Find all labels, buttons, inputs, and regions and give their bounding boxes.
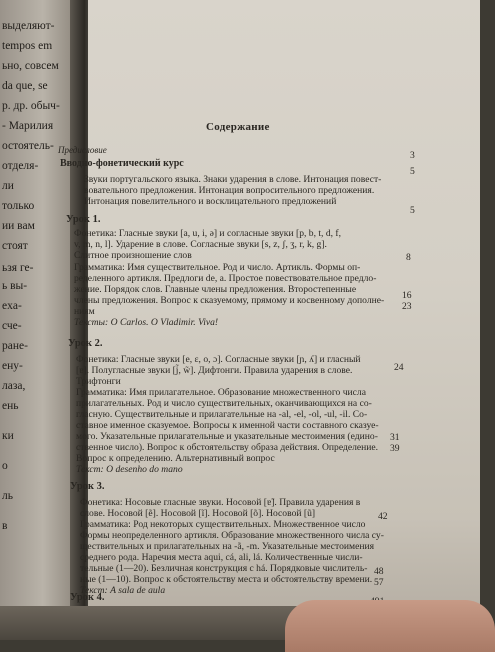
left-page-fragment: - Марилия	[2, 120, 54, 132]
lesson-line: тельные (1—20). Безличная конструкция с há. Порядковые числитель-	[80, 563, 368, 574]
left-page-fragment: о	[2, 460, 8, 472]
lesson-line: ставное именное сказуемое. Вопросы к именной части составного сказуе-	[76, 420, 379, 431]
lesson-line: Слитное произношение слов	[74, 250, 192, 261]
lesson-line: Грамматика: Род некоторых существительных. Множественное число	[80, 519, 366, 530]
toc-preface-page: 3	[410, 150, 415, 161]
toc-intro-page: 5	[410, 166, 415, 177]
lesson-page-number: 8	[406, 252, 411, 263]
lesson-line: Грамматика: Имя существительное. Род и число. Артикль. Формы оп-	[74, 262, 361, 273]
left-page-fragment: ь вы-	[2, 280, 28, 292]
lesson-line: гласную. Существительные и прилагательные на -al, -el, -ol, -ul, -il. Со-	[76, 409, 368, 420]
toc-intro-line: Интонация повелительного и восклицательного предложений	[84, 196, 337, 207]
lesson-line: ственное число). Вопрос к обстоятельству образа действия. Определение.	[76, 442, 379, 453]
lesson-line: прилагательных. Род и число существительных, оканчивающихся на со-	[76, 398, 372, 409]
lesson-line: ные (1—10). Вопрос к обстоятельству места и обстоятельству времени.	[80, 574, 373, 585]
lesson-page-number: 24	[394, 362, 404, 373]
left-page-fragment: ену-	[2, 360, 23, 372]
previous-page	[0, 0, 78, 640]
lesson-line: Трифтонги	[76, 376, 121, 387]
lesson-line: Фонетика: Гласные звуки [e, ɛ, o, ɔ]. Согласные звуки [ɲ, ʎ] и гласный	[76, 354, 361, 365]
left-page-fragment: р. др. обыч-	[2, 100, 60, 112]
toc-title: Содержание	[206, 121, 270, 133]
left-page-fragment: лаза,	[2, 380, 26, 392]
lesson-heading: Урок 2.	[68, 338, 103, 349]
left-page-fragment: da que, se	[2, 80, 48, 92]
lesson-line: [ɐ]. Полугласные звуки [j̃, w̃]. Дифтонги. Правила ударения в слове.	[76, 365, 353, 376]
left-page-fragment: выделяют-	[2, 20, 55, 32]
lesson-line: Фонетика: Гласные звуки [a, u, i, ə] и согласные звуки [p, b, t, d, f,	[74, 228, 342, 239]
left-page-fragment: ии вам	[2, 220, 35, 232]
lesson-line: ществительных и прилагательных на -ã, -m. Указательные местоимения	[80, 541, 375, 552]
lesson-page-number: 42	[378, 511, 388, 522]
toc-intro-line: Звуки португальского языка. Знаки ударения в слове. Интонация повест-	[84, 174, 382, 185]
left-page-fragment: ране-	[2, 340, 28, 352]
lesson-line: v, m, n, l]. Ударение в слове. Согласные звуки [s, z, ʃ, ʒ, r, k, g].	[74, 239, 327, 250]
lesson-line: Текст: O desenho do mano	[76, 464, 183, 475]
left-page-fragment: ьзя ге-	[2, 262, 34, 274]
lesson-line: Формы неопределенного артикля. Образование множественного числа су-	[80, 530, 384, 541]
left-page-fragment: exa-	[2, 300, 22, 312]
left-page-fragment: ль	[2, 490, 13, 502]
left-page-fragment: отделя-	[2, 160, 39, 172]
lesson-page-number: 48	[374, 566, 384, 577]
lesson-line: среднего рода. Наречия места aqui, cá, ali, lá. Количественные числи-	[80, 552, 363, 563]
thumb	[285, 600, 495, 652]
lesson-page-number: 57	[374, 577, 384, 588]
left-page-fragment: ли	[2, 180, 14, 192]
lesson-line: Фонетика: Носовые гласные звуки. Носовой [ɐ̃]. Правила ударения в	[80, 497, 361, 508]
lesson-heading: Урок 3.	[70, 481, 105, 492]
left-page-fragment: стоят	[2, 240, 28, 252]
toc-intro-line: вовательного предложения. Интонация вопросительного предложения.	[84, 185, 375, 196]
toc-intro-lines-page: 5	[410, 205, 415, 216]
lesson-line: мого. Указательные прилагательные и указательные местоимения (едино-	[76, 431, 378, 442]
lesson-line: ниям	[74, 306, 95, 317]
left-page-fragment: tempos em	[2, 40, 53, 52]
left-page-fragment: ки	[2, 430, 14, 442]
lesson-page-number: 39	[390, 443, 400, 454]
lesson-line: Вопрос к определению. Альтернативный вопрос	[76, 453, 275, 464]
lesson-page-number: 31	[390, 432, 400, 443]
lesson-line: Текст: A sala de aula	[80, 585, 166, 596]
lesson-heading: Урок 4.	[70, 592, 105, 603]
lesson-line: жение. Порядок слов. Главные члены предложения. Второстепенные	[74, 284, 357, 295]
lesson-page-number: 16	[402, 290, 412, 301]
lesson-line: члены предложения. Вопрос к сказуемому, прямому и косвенному дополне-	[74, 295, 385, 306]
left-page-fragment: в	[2, 520, 8, 532]
lesson-line: слове. Носовой [ẽ]. Носовой [ĩ]. Носовой [õ]. Носовой [ũ]	[80, 508, 316, 519]
lesson-heading: Урок 1.	[66, 214, 101, 225]
toc-intro-label: Вводно-фонетический курс	[60, 158, 184, 169]
lesson-line: Грамматика: Имя прилагательное. Образование множественного числа	[76, 387, 366, 398]
left-page-fragment: остоятель-	[2, 140, 54, 152]
toc-preface-label: Предисловие	[58, 145, 107, 155]
left-page-fragment: ень	[2, 400, 19, 412]
left-page-fragment: сче-	[2, 320, 22, 332]
left-page-fragment: только	[2, 200, 35, 212]
lesson-line: ределенного артикля. Предлоги de, a. Простое повествовательное предло-	[74, 273, 377, 284]
lesson-page-number: 23	[402, 301, 412, 312]
lesson-line: Тексты: O Carlos. O Vladimir. Viva!	[74, 317, 219, 328]
left-page-fragment: ьно, совсем	[2, 60, 59, 72]
